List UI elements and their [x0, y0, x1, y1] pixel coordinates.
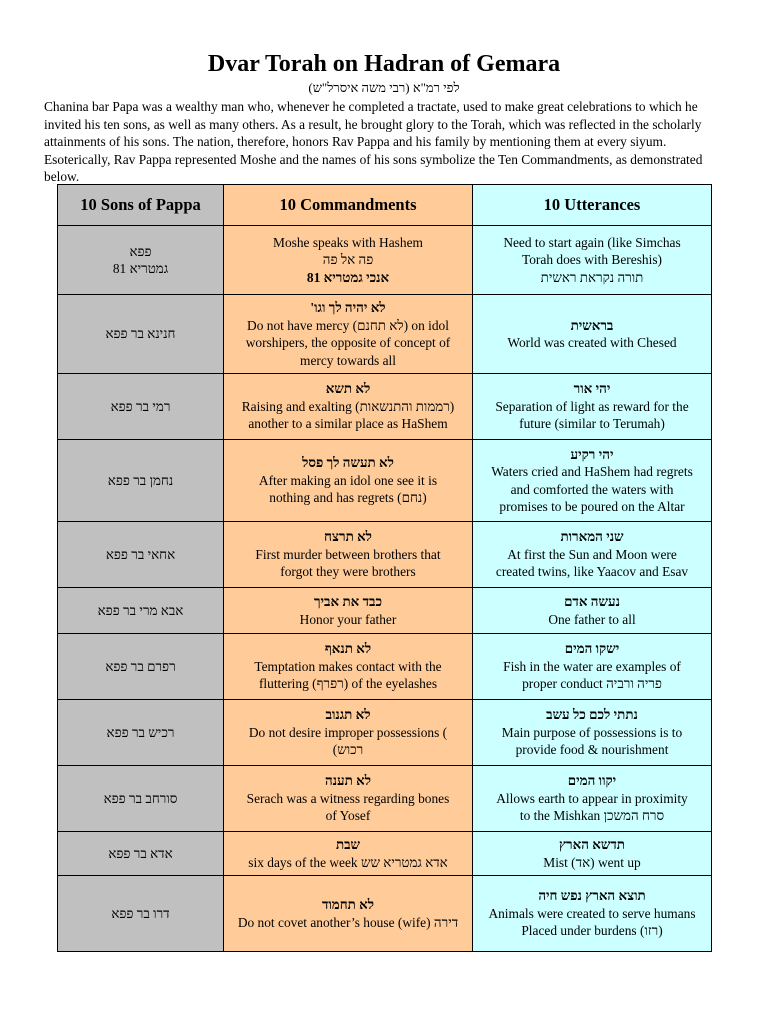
utterance-text-line: promises to be poured on the Altar [499, 499, 685, 514]
commandment-cell [224, 522, 473, 588]
commandment-cell [224, 226, 473, 295]
utterance-text-line: Fish in the water are examples of [503, 658, 681, 674]
table-row [58, 440, 712, 522]
son-name-line: אבא מרי בר פפא [97, 602, 184, 618]
commandment-text-line: mercy towards all [300, 352, 396, 368]
commandment-heading: לא תרצח [324, 529, 372, 545]
table-row [58, 832, 712, 876]
utterance-text-line: proper conduct פריה ורביה [522, 676, 662, 692]
son-name-line: רפרם בר פפא [105, 658, 176, 674]
son-cell [58, 374, 224, 440]
son-cell [58, 522, 224, 588]
commandment-cell [224, 295, 473, 374]
page-title: Dvar Torah on Hadran of Gemara [207, 51, 561, 77]
utterance-text-line: At first the Sun and Moon were [507, 546, 677, 562]
table-row [58, 700, 712, 766]
son-name-line: רמי בר פפא [110, 398, 171, 414]
utterance-text-line: to the Mishkan סרח המשכן [519, 808, 665, 824]
son-name-line: חנינא בר פפא [105, 326, 176, 342]
commandment-text-line: nothing and has regrets (נחם) [269, 490, 427, 506]
son-name-line: דרו בר פפא [111, 905, 170, 921]
utterance-heading: נתתי לכם כל עשב [546, 707, 638, 723]
commandment-heading: לא תענה [324, 773, 371, 789]
commandment-text-line: Serach was a witness regarding bones [246, 790, 450, 806]
page-subtitle: לפי רמ"א (רבי משה איסרל"ש) [308, 80, 460, 95]
utterance-cell [473, 832, 712, 876]
table-row [58, 634, 712, 700]
table-row [58, 876, 712, 952]
table-row [58, 522, 712, 588]
commandment-cell [224, 588, 473, 634]
utterance-heading: תוצא הארץ נפש חיה [538, 888, 646, 904]
utterance-text-line: One father to all [548, 611, 636, 627]
utterance-text-line: Need to start again (like Simchas [503, 234, 681, 250]
commandment-heading: לא תחמוד [321, 897, 375, 912]
son-cell [58, 766, 224, 832]
utterance-cell [473, 374, 712, 440]
commandment-text-line: Raising and exalting (רממות והתנשאות) [241, 398, 455, 414]
utterance-text-line: Main purpose of possessions is to [501, 724, 683, 740]
utterance-heading: יקוו המים [567, 773, 617, 789]
utterance-cell [473, 588, 712, 634]
son-cell [58, 634, 224, 700]
commandment-text-line: אדא גמטריא שש six days of the week [248, 854, 448, 870]
table-row [58, 295, 712, 374]
commandment-heading: לא יהיה לך וגו' [310, 300, 386, 315]
table-row [58, 226, 712, 295]
commandment-text-line: Temptation makes contact with the [254, 658, 442, 674]
commandment-text-line: Do not desire improper possessions ( [248, 724, 448, 740]
header-commandments: 10 Commandments [224, 185, 473, 226]
commandment-text-line: worshipers, the opposite of concept of [245, 335, 451, 350]
utterance-text-line: World was created with Chesed [507, 335, 677, 350]
utterance-heading: יהי אור [573, 381, 611, 397]
commandment-text-line: Honor your father [299, 611, 397, 627]
utterance-heading: תדשא הארץ [559, 837, 625, 852]
son-cell [58, 832, 224, 876]
son-cell [58, 440, 224, 522]
son-cell [58, 295, 224, 374]
utterance-cell [473, 522, 712, 588]
commandment-heading: לא תנאף [324, 641, 372, 657]
utterance-heading: יהי רקיע [570, 446, 614, 462]
commandment-cell [224, 700, 473, 766]
utterance-text-line: Waters cried and HaShem had regrets [491, 464, 693, 479]
commandment-cell [224, 876, 473, 952]
commandment-text-line: First murder between brothers that [255, 546, 441, 562]
commandment-text-line: another to a similar place as HaShem [248, 416, 448, 432]
son-cell [58, 588, 224, 634]
utterance-cell [473, 295, 712, 374]
son-cell [58, 226, 224, 295]
utterance-cell [473, 226, 712, 295]
commandment-cell [224, 766, 473, 832]
commandment-text-line: of Yosef [325, 808, 371, 824]
utterance-text-line: Allows earth to appear in proximity [496, 790, 688, 806]
commandment-heading: כבד את אביך [313, 594, 383, 609]
commandment-text-line: רכוש) [332, 742, 364, 758]
utterance-cell [473, 766, 712, 832]
commandment-text-line: פה אל פה [322, 252, 374, 268]
utterance-cell [473, 634, 712, 700]
commandment-heading: לא תשא [325, 381, 371, 397]
utterance-heading: שני המארות [560, 529, 624, 545]
commandment-text-line: Do not covet another’s house (wife) דירה [237, 914, 459, 930]
commandment-text-line: forgot they were brothers [280, 564, 416, 580]
utterance-text-line: Placed under burdens (רזו) [521, 923, 663, 939]
utterance-text-line: Separation of light as reward for the [495, 398, 689, 414]
intro-paragraph: Chanina bar Papa was a wealthy man who, whenever he completed a tractate, used to make great celebrations to which he invited his ten sons, as well as many others. As a result, he brought glory to the Torah, which was reflected in the scholarly attainments of his sons. The nation, therefore, honors Rav Pappa and his family by mentioning them at every siyum. Esoterically, Rav Pappa represented Moshe and the names of his sons symbolize the Ten Commandments, as demonstrated below. [44, 99, 703, 185]
son-name-line: אחאי בר פפא [105, 546, 176, 562]
utterance-cell [473, 700, 712, 766]
table-row [58, 374, 712, 440]
commandment-heading: לא תעשה לך פסל [302, 455, 394, 471]
utterance-cell [473, 876, 712, 952]
utterance-text-line: Torah does with Bereshis) [521, 252, 662, 268]
commandment-text-line: After making an idol one see it is [258, 472, 438, 488]
utterance-text-line: Animals were created to serve humans [488, 905, 696, 921]
header-utterances: 10 Utterances [473, 185, 712, 226]
utterance-heading: ישקו המים [564, 641, 620, 657]
table-row [58, 766, 712, 832]
header-sons: 10 Sons of Pappa [58, 185, 224, 226]
table-body [58, 226, 712, 952]
son-name-line: סורחב בר פפא [103, 790, 178, 806]
commandment-cell [224, 374, 473, 440]
commandment-text-line: fluttering (רפרף) of the eyelashes [258, 676, 438, 692]
utterance-text-line: provide food & nourishment [515, 742, 669, 758]
commandment-text-line: Do not have mercy (לא תחנם) on idol [247, 317, 449, 333]
sons-commandments-table [57, 184, 712, 952]
utterance-text-line: future (similar to Terumah) [519, 416, 665, 432]
table-row [58, 588, 712, 634]
utterance-text-line: and comforted the waters with [510, 481, 674, 497]
commandment-cell [224, 440, 473, 522]
son-name-line: אדא בר פפא [108, 845, 173, 861]
commandment-text-line: אנכי גמטריא 81 [306, 269, 390, 285]
utterance-cell [473, 440, 712, 522]
utterance-heading: בראשית [570, 317, 614, 333]
commandment-cell [224, 832, 473, 876]
son-name-line: פפא [129, 243, 152, 259]
utterance-text-line: Mist (אד) went up [543, 854, 641, 870]
son-cell [58, 876, 224, 952]
son-name-line: גמטריא 81 [112, 261, 169, 276]
table-header-row [58, 185, 712, 226]
son-cell [58, 700, 224, 766]
son-name-line: רכיש בר פפא [106, 724, 175, 740]
utterance-text-line: created twins, like Yaacov and Esav [495, 564, 689, 580]
commandment-cell [224, 634, 473, 700]
utterance-heading: נעשה אדם [564, 594, 620, 609]
utterance-text-line: תורה נקראת ראשית [540, 269, 644, 285]
son-name-line: נחמן בר פפא [107, 472, 174, 488]
commandment-heading: שבת [335, 837, 361, 852]
commandment-heading: לא תגנוב [325, 707, 371, 723]
commandment-text-line: Moshe speaks with Hashem [273, 234, 423, 250]
